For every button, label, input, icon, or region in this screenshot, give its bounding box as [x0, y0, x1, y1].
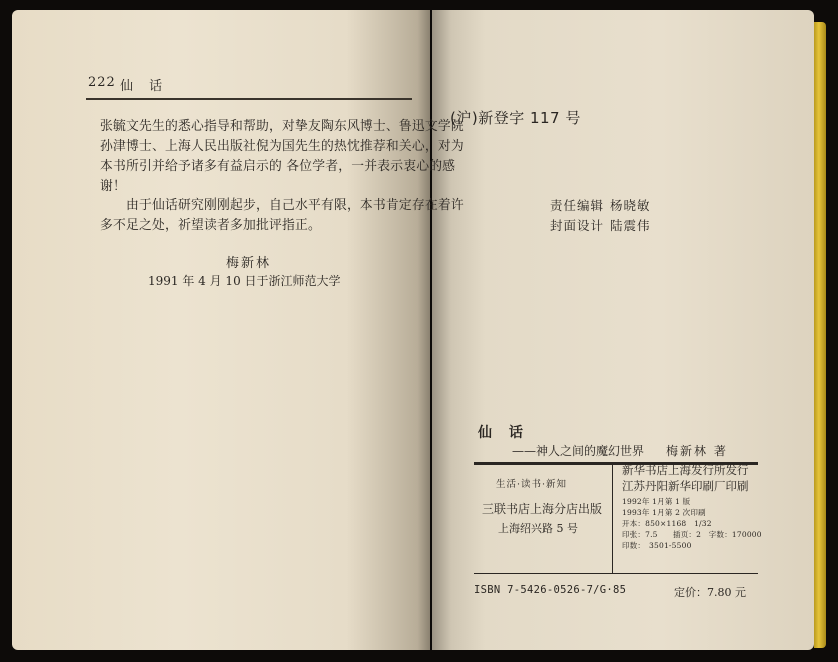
spec-line: 1993年 1月第 2 次印刷	[622, 508, 706, 517]
paragraph-line: 孙津博士、上海人民出版社倪为国先生的热忱推荐和关心，对为	[100, 139, 464, 154]
price: 定价：7.80 元	[674, 586, 746, 599]
credit-cover-design	[550, 216, 651, 234]
distributor: 新华书店上海发行所发行	[622, 463, 749, 477]
spec-line: 印张：7.5 插页：2 字数：170000	[622, 530, 762, 539]
running-title: 仙 话	[120, 79, 169, 94]
registration-number: (沪)新登字 117 号	[450, 109, 581, 127]
book-edge	[814, 22, 826, 648]
publisher-name: 三联书店上海分店出版	[482, 502, 603, 516]
spec-line: 印数： 3501-5500	[622, 541, 692, 550]
signature-date: 1991 年 4 月 10 日于浙江师范大学	[148, 274, 341, 288]
printer: 江苏丹阳新华印刷厂印刷	[622, 479, 749, 493]
book-title: 仙 话	[478, 425, 529, 441]
spec-line: 1992年 1月第 1 版	[622, 497, 691, 506]
book-author: 梅新林 著	[666, 444, 728, 458]
spec-line: 开本：850×1168 1/32	[622, 519, 712, 528]
left-page	[12, 10, 430, 650]
paragraph-line: 由于仙话研究刚刚起步，自己水平有限，本书肯定存在着许	[100, 198, 464, 213]
book-subtitle: ——神人之间的魔幻世界	[512, 444, 645, 458]
publisher-brand: 生活·读书·新知	[496, 479, 568, 490]
paragraph-line: 张毓文先生的悉心指导和帮助，对挚友陶东风博士、鲁迅文学院	[100, 119, 464, 134]
isbn: ISBN 7-5426-0526-7/G·85	[474, 584, 627, 596]
right-page	[432, 10, 814, 650]
paragraph-line: 多不足之处，祈望读者多加批评指正。	[100, 218, 321, 233]
credit-editor	[550, 196, 651, 214]
paragraph-line: 本书所引并给予诸多有益启示的 各位学者，一并表示衷心的感	[100, 159, 456, 174]
credit-label: 封面设计	[550, 218, 605, 233]
credit-value: 杨晓敏	[610, 198, 651, 213]
credit-label: 责任编辑	[550, 198, 605, 213]
colophon-divider	[612, 465, 613, 573]
paragraph-line: 谢！	[100, 179, 126, 194]
signature-name: 梅新林	[226, 256, 272, 271]
header-rule	[86, 98, 412, 100]
publisher-address: 上海绍兴路 5 号	[498, 522, 578, 535]
credit-value: 陆震伟	[610, 218, 651, 233]
colophon-bottom-rule	[474, 573, 758, 574]
page-number: 222	[88, 75, 116, 90]
